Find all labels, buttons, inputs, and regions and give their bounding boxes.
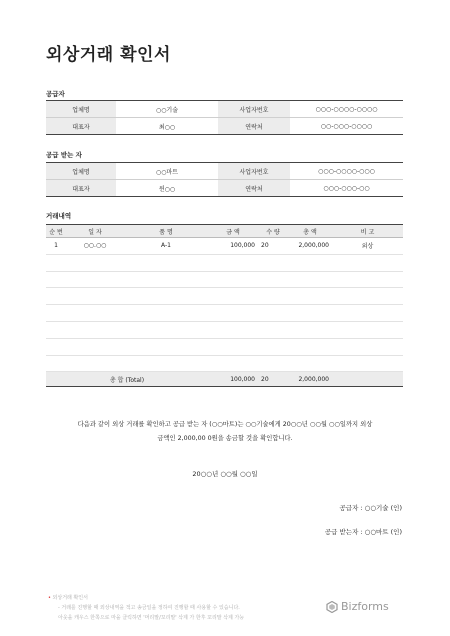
supplier-bizno-label: 사업자번호 — [218, 101, 290, 118]
row-total — [288, 338, 332, 355]
col-header-qty: 수 량 — [258, 225, 288, 238]
table-row — [46, 271, 403, 288]
row-item — [124, 271, 208, 288]
row-item — [124, 288, 208, 305]
footer-title: 외상거래 확인서 — [52, 595, 88, 601]
receiver-row — [46, 163, 403, 180]
table-row — [46, 305, 403, 322]
table-row — [46, 288, 403, 305]
receiver-ceo-value: 윈○○ — [116, 180, 218, 197]
row-no — [46, 355, 66, 372]
row-date — [66, 338, 124, 355]
row-qty — [258, 338, 288, 355]
row-price — [208, 321, 258, 338]
footer-line-1: - 거래를 진행할 때 외상내역을 적고 송금일을 정하여 진행할 때 사용할 수 있습니다. — [58, 605, 240, 611]
total-qty: 20 — [258, 372, 288, 387]
supplier-row — [46, 101, 403, 118]
col-header-total: 총 액 — [288, 225, 332, 238]
col-header-note: 비 고 — [332, 225, 403, 238]
row-no — [46, 305, 66, 322]
receiver-signature: 공급 받는자 : ○○마트 (인) — [324, 528, 402, 536]
table-row — [46, 238, 403, 255]
receiver-contact-value: ○○○-○○○-○○ — [290, 180, 403, 197]
total-amount: 100,000 — [208, 372, 258, 387]
row-date — [66, 288, 124, 305]
row-date — [66, 254, 124, 271]
receiver-bizno-value: ○○○-○○○○-○○○ — [290, 163, 403, 180]
row-note: 외상 — [332, 238, 403, 255]
row-total — [288, 305, 332, 322]
receiver-row — [46, 180, 403, 197]
receiver-contact-label: 연락처 — [218, 180, 290, 197]
col-header-date: 일 자 — [66, 225, 124, 238]
row-date: ○○.○○ — [66, 238, 124, 255]
supplier-company-value: ○○기술 — [116, 101, 218, 118]
total-sum: 2,000,000 — [288, 372, 332, 387]
supplier-heading: 공급자 — [46, 90, 65, 98]
row-note — [332, 288, 403, 305]
row-date — [66, 305, 124, 322]
transactions-heading: 거래내역 — [46, 212, 72, 220]
row-no — [46, 271, 66, 288]
table-row — [46, 254, 403, 271]
issue-date: 20○○년 ○○월 ○○일 — [192, 470, 258, 478]
row-date — [66, 355, 124, 372]
supplier-contact-label: 연락처 — [218, 118, 290, 135]
row-item — [124, 355, 208, 372]
col-header-no: 순 번 — [46, 225, 66, 238]
transactions-table — [46, 224, 403, 387]
receiver-table — [46, 162, 403, 197]
row-item — [124, 305, 208, 322]
row-price — [208, 338, 258, 355]
row-qty — [258, 305, 288, 322]
row-item: A-1 — [124, 238, 208, 255]
col-header-price: 금 액 — [208, 225, 258, 238]
receiver-company-value: ○○마트 — [116, 163, 218, 180]
page-title: 외상거래 확인서 — [46, 45, 171, 65]
row-qty — [258, 254, 288, 271]
row-item — [124, 338, 208, 355]
row-note — [332, 271, 403, 288]
row-note — [332, 305, 403, 322]
row-price — [208, 288, 258, 305]
receiver-bizno-label: 사업자번호 — [218, 163, 290, 180]
row-price — [208, 355, 258, 372]
table-row — [46, 355, 403, 372]
row-qty — [258, 288, 288, 305]
row-note — [332, 338, 403, 355]
row-no — [46, 288, 66, 305]
statement-line-2: 금액인 2,000,00 0원을 송금할 것을 확인합니다. — [157, 435, 293, 442]
supplier-table — [46, 100, 403, 135]
footer-note — [48, 593, 244, 623]
row-price: 100,000 — [208, 238, 258, 255]
supplier-ceo-value: 최○○ — [116, 118, 218, 135]
confirmation-statement — [40, 418, 410, 446]
table-row — [46, 338, 403, 355]
row-price — [208, 254, 258, 271]
row-item — [124, 254, 208, 271]
transactions-header-row — [46, 225, 403, 238]
row-total — [288, 355, 332, 372]
row-qty: 20 — [258, 238, 288, 255]
total-label: 총 합 (Total) — [46, 372, 208, 387]
row-total — [288, 271, 332, 288]
supplier-row — [46, 118, 403, 135]
row-qty — [258, 355, 288, 372]
bizforms-logo — [326, 600, 389, 613]
row-total — [288, 288, 332, 305]
row-qty — [258, 321, 288, 338]
row-note — [332, 254, 403, 271]
row-total: 2,000,000 — [288, 238, 332, 255]
row-total — [288, 254, 332, 271]
row-no — [46, 321, 66, 338]
row-date — [66, 321, 124, 338]
row-no — [46, 338, 66, 355]
receiver-company-label: 업체명 — [46, 163, 116, 180]
total-note — [332, 372, 403, 387]
bizforms-logo-icon — [326, 601, 338, 613]
row-item — [124, 321, 208, 338]
col-header-item: 품 명 — [124, 225, 208, 238]
supplier-company-label: 업체명 — [46, 101, 116, 118]
row-no: 1 — [46, 238, 66, 255]
row-price — [208, 271, 258, 288]
supplier-bizno-value: ○○○-○○○○-○○○○ — [290, 101, 403, 118]
table-row — [46, 321, 403, 338]
statement-line-1: 다음과 같이 외상 거래를 확인하고 공급 받는 자 (○○마트)는 ○○기술에게 20○○년 ○○월 ○○일까지 외상 — [77, 421, 373, 428]
row-total — [288, 321, 332, 338]
supplier-signature: 공급자 : ○○기술 (인) — [339, 504, 402, 512]
total-row — [46, 372, 403, 387]
row-price — [208, 305, 258, 322]
receiver-heading: 공급 받는 자 — [46, 151, 82, 159]
row-no — [46, 254, 66, 271]
row-qty — [258, 271, 288, 288]
receiver-ceo-label: 대표자 — [46, 180, 116, 197]
supplier-contact-value: ○○-○○○-○○○○ — [290, 118, 403, 135]
supplier-ceo-label: 대표자 — [46, 118, 116, 135]
bizforms-logo-text: Bizforms — [341, 600, 389, 613]
row-note — [332, 321, 403, 338]
footer-bullet: • — [48, 595, 51, 601]
row-note — [332, 355, 403, 372]
row-date — [66, 271, 124, 288]
footer-line-2: 아웃을 캐우스 한쪽으로 마을 클릭하면 '머리말/꼬리말' 삭제 가 한후 꼬리말 삭제 가능 — [58, 615, 245, 621]
